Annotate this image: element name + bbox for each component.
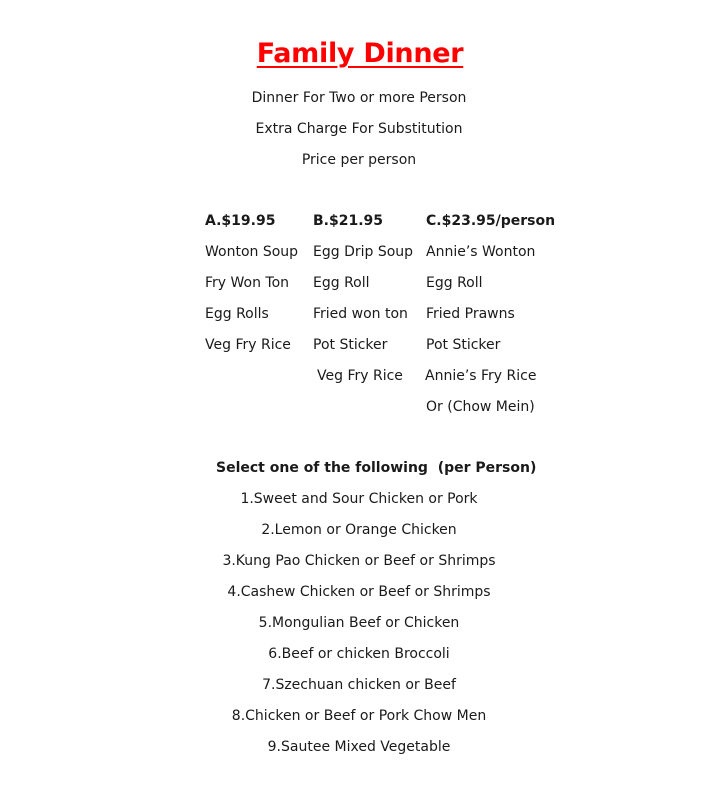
selection-option: 4.Cashew Chicken or Beef or Shrimps	[227, 584, 491, 600]
selection-option: 3.Kung Pao Chicken or Beef or Shrimps	[222, 553, 496, 569]
selection-option: 1.Sweet and Sour Chicken or Pork	[240, 491, 478, 507]
menu-a-item: Wonton Soup	[205, 244, 299, 260]
menu-column-c	[426, 212, 555, 429]
subtitle-line-price-per-person: Price per person	[301, 152, 417, 168]
selection-option: 9.Sautee Mixed Vegetable	[267, 739, 451, 755]
menu-a-item: Fry Won Ton	[205, 275, 290, 291]
menu-b-item: Fried won ton	[313, 306, 408, 322]
menu-c-item: Or (Chow Mein)	[426, 399, 535, 415]
page-title: Family Dinner	[256, 38, 464, 69]
menu-b-item: Egg Roll	[313, 275, 370, 291]
selection-list	[0, 490, 703, 769]
menu-b-item: Veg Fry Rice	[317, 368, 403, 384]
menu-a-item: Veg Fry Rice	[205, 337, 291, 353]
menu-b-heading: B.$21.95	[313, 213, 384, 229]
selection-option: 8.Chicken or Beef or Pork Chow Men	[231, 708, 487, 724]
menu-c-item: Egg Roll	[426, 275, 483, 291]
subtitle-line-dinner-for-two: Dinner For Two or more Person	[251, 90, 467, 106]
menu-c-item: Annie’s Wonton	[426, 244, 536, 260]
menu-b-item: Egg Drip Soup	[313, 244, 414, 260]
selection-option: 6.Beef or chicken Broccoli	[268, 646, 450, 662]
selection-option: 7.Szechuan chicken or Beef	[262, 677, 456, 693]
menu-column-a	[205, 212, 298, 367]
subtitle-line-extra-charge: Extra Charge For Substitution	[255, 121, 463, 137]
menu-c-heading: C.$23.95/person	[426, 213, 556, 229]
menu-b-item: Pot Sticker	[313, 337, 388, 353]
menu-c-item: Annie’s Fry Rice	[425, 368, 537, 384]
selection-heading: Select one of the following (per Person)	[216, 460, 537, 476]
menu-column-b	[313, 212, 413, 398]
menu-c-item: Pot Sticker	[426, 337, 501, 353]
menu-a-heading: A.$19.95	[205, 213, 276, 229]
selection-option: 2.Lemon or Orange Chicken	[261, 522, 457, 538]
menu-c-item: Fried Prawns	[426, 306, 515, 322]
menu-a-item: Egg Rolls	[205, 306, 269, 322]
selection-option: 5.Mongulian Beef or Chicken	[258, 615, 460, 631]
